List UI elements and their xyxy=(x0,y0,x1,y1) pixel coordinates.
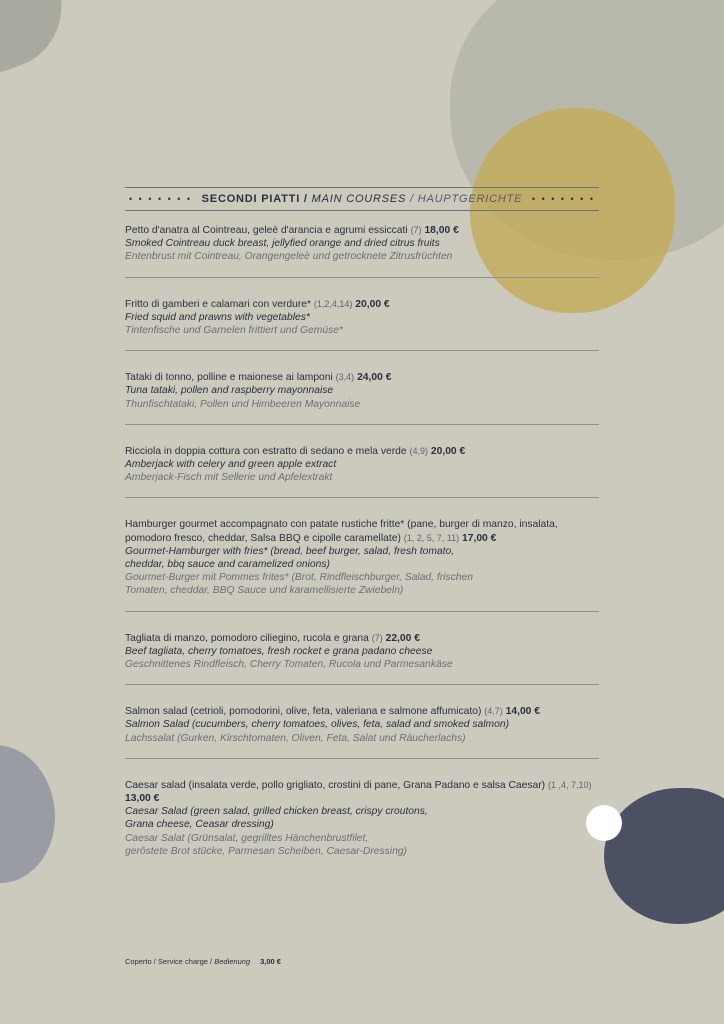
dish-allergens: (1,2,4,14) xyxy=(313,298,353,309)
dish-description-german: Tomaten, cheddar, BBQ Sauce und karamellisierte Zwiebeln) xyxy=(125,585,404,597)
dish-description-english: Salmon Salad (cucumbers, cherry tomatoes, olives, feta, salad and smoked salmon) xyxy=(125,719,510,731)
dish-name: Hamburger gourmet accompagnato con patate rustiche fritte* (pane, burger di manzo, insalata, pomodoro fresco, cheddar, Salsa BBQ e cipolle caramellate) xyxy=(125,519,558,544)
section-header xyxy=(125,187,599,211)
dish-price: 14,00 € xyxy=(505,706,540,718)
menu-item xyxy=(125,224,599,278)
dish-allergens: (1 ,4, 7,10) xyxy=(548,779,592,790)
dish-description-english: Fried squid and prawns with vegetables* xyxy=(125,311,310,323)
dish-description-german: Geschnittenes Rindfleisch, Cherry Tomaten, Rucola und Parmesankäse xyxy=(125,659,453,671)
dish-description-english: Beef tagliata, cherry tomatoes, fresh rocket e grana padano cheese xyxy=(125,645,433,657)
dish-line-italian xyxy=(125,445,599,458)
dish-description-german: gerôstete Brot stücke, Parmesan Scheiben, Caesar-Dressing) xyxy=(125,845,407,857)
dish-price: 18,00 € xyxy=(424,225,459,236)
dish-allergens: (1, 2, 5, 7, 11) xyxy=(403,532,460,543)
dish-line-italian xyxy=(125,224,599,237)
dish-price: 13,00 € xyxy=(125,793,160,805)
menu-item xyxy=(125,705,599,759)
dish-allergens: (7) xyxy=(371,632,383,643)
section-title xyxy=(202,193,523,205)
title-separator: / xyxy=(406,193,418,205)
dish-name: Tataki di tonno, polline e maionese ai lamponi xyxy=(125,372,333,384)
decor-blob-left xyxy=(0,745,55,883)
dish-description-english: Amberjack with celery and green apple extract xyxy=(125,459,337,471)
dish-description-english: Tuna tataki, pollen and raspberry mayonnaise xyxy=(125,385,334,397)
dish-line-italian xyxy=(125,298,599,311)
dish-description-english: cheddar, bbq sauce and caramelized onions) xyxy=(125,559,330,571)
service-charge xyxy=(125,957,281,966)
dish-price: 17,00 € xyxy=(462,532,497,544)
menu-item xyxy=(125,779,599,871)
dish-allergens: (4,9) xyxy=(409,445,429,456)
menu-item xyxy=(125,632,599,686)
dish-description-german: Tintenfische und Garnelen frittiert und Gemüse* xyxy=(125,325,343,337)
dish-line-italian xyxy=(125,705,599,718)
title-italian: SECONDI PIATTI xyxy=(201,193,301,205)
dish-description-german: Entenbrust mit Cointreau, Orangengeleè und getrocknete Zitrusfrüchten xyxy=(125,251,453,263)
title-german: HAUPTGERICHTE xyxy=(417,193,523,205)
decor-blob-top-left xyxy=(0,0,80,88)
header-dots-left: • • • • • • • xyxy=(129,194,193,204)
dish-description-german: Gourmet-Burger mit Pommes frites* (Brot, Rindfleischburger, Salad, frischen xyxy=(125,572,473,584)
header-dots-right: • • • • • • • xyxy=(531,194,595,204)
dish-description-english: Gourmet-Hamburger with fries* (bread, beef burger, salad, fresh tomato, xyxy=(125,545,455,557)
dish-allergens: (7) xyxy=(410,225,422,235)
dish-description-english: Grana cheese, Ceasar dressing) xyxy=(125,819,274,831)
dish-line-italian xyxy=(125,632,599,645)
dish-name: Petto d'anatra al Cointreau, geleè d'arancia e agrumi essiccati xyxy=(125,225,408,236)
dish-name: Fritto di gamberi e calamari con verdure* xyxy=(125,298,311,310)
dish-description-english: Smoked Cointreau duck breast, jellyfied orange and dried citrus fruits xyxy=(125,238,440,250)
service-charge-price: 3,00 € xyxy=(260,957,281,966)
title-english: MAIN COURSES xyxy=(311,193,407,205)
dish-description-german: Caesar Salat (Grünsalat, gegrilltes Hänchenbrustfilet, xyxy=(125,832,369,844)
dish-allergens: (3,4) xyxy=(335,372,355,383)
dish-description-english: Caesar Salad (green salad, grilled chicken breast, crispy croutons, xyxy=(125,806,428,818)
dish-price: 22,00 € xyxy=(385,632,420,644)
dish-allergens: (4,7) xyxy=(484,706,503,717)
dish-line-italian xyxy=(125,371,599,384)
dish-line-italian xyxy=(125,779,599,805)
dish-name: Caesar salad (insalata verde, pollo grigliato, crostini di pane, Grana Padano e salsa Caesar) xyxy=(125,779,546,791)
service-charge-label-de: Bedienung xyxy=(214,957,251,966)
dish-description-german: Thunfischtataki, Pollen und Himbeeren Mayonnaise xyxy=(125,398,361,410)
dish-name: Ricciola in doppia cottura con estratto di sedano e mela verde xyxy=(125,445,407,457)
dish-price: 24,00 € xyxy=(357,372,392,384)
title-separator: / xyxy=(300,193,312,205)
dish-price: 20,00 € xyxy=(430,445,466,457)
dish-name: Tagliata di manzo, pomodoro ciliegino, rucola e grana xyxy=(125,632,369,644)
menu-item xyxy=(125,298,599,352)
dish-description-german: Lachssalat (Gurken, Kirschtomaten, Oliven, Feta, Salat und Räucherlachs) xyxy=(125,732,466,744)
decor-blob-navy xyxy=(604,788,724,924)
service-charge-label: Coperto / Service charge / xyxy=(125,957,215,966)
menu-list xyxy=(125,224,599,891)
dish-description-german: Amberjack-Fisch mit Sellerie und Apfelextrakt xyxy=(125,472,333,484)
menu-item xyxy=(125,371,599,425)
menu-item xyxy=(125,445,599,499)
dish-price: 20,00 € xyxy=(355,298,390,310)
menu-item xyxy=(125,518,599,611)
dish-line-italian xyxy=(125,518,599,544)
dish-name: Salmon salad (cetrioli, pomodorini, olive, feta, valeriana e salmone affumicato) xyxy=(125,706,482,718)
